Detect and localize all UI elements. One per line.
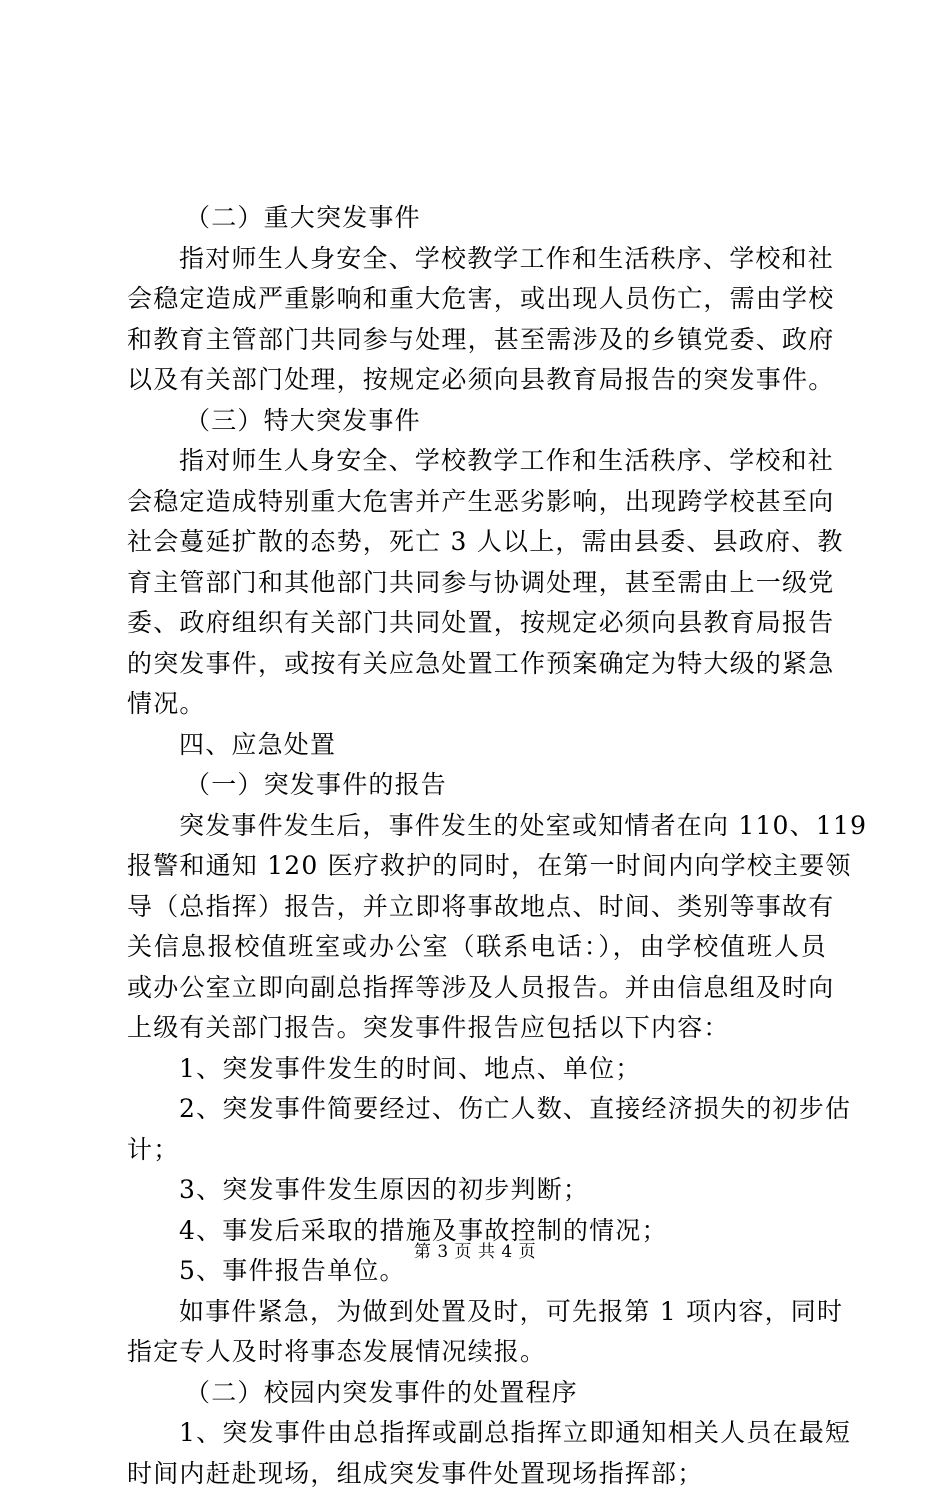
text-line: 4、事发后采取的措施及事故控制的情况； <box>127 1211 827 1252</box>
text-line: （二）重大突发事件 <box>127 198 827 239</box>
text-line: 和教育主管部门共同参与处理，甚至需涉及的乡镇党委、政府 <box>127 320 827 361</box>
text-line: （三）特大突发事件 <box>127 401 827 442</box>
text-line: 指定专人及时将事态发展情况续报。 <box>127 1332 827 1373</box>
text-line: 或办公室立即向副总指挥等涉及人员报告。并由信息组及时向 <box>127 968 827 1009</box>
text-line: 四、应急处置 <box>127 725 827 766</box>
text-line: 情况。 <box>127 684 827 725</box>
text-line: 的突发事件，或按有关应急处置工作预案确定为特大级的紧急 <box>127 644 827 685</box>
page-footer: 第 3 页 共 4 页 <box>0 1242 950 1262</box>
text-line: 会稳定造成特别重大危害并产生恶劣影响，出现跨学校甚至向 <box>127 482 827 523</box>
text-line: 关信息报校值班室或办公室（联系电话：），由学校值班人员 <box>127 927 827 968</box>
text-line: 育主管部门和其他部门共同参与协调处理，甚至需由上一级党 <box>127 563 827 604</box>
text-line: 指对师生人身安全、学校教学工作和生活秩序、学校和社 <box>127 441 827 482</box>
text-line: 上级有关部门报告。突发事件报告应包括以下内容： <box>127 1008 827 1049</box>
text-line: 计； <box>127 1130 827 1171</box>
text-line: 1、突发事件发生的时间、地点、单位； <box>127 1049 827 1090</box>
text-line: 3、突发事件发生原因的初步判断； <box>127 1170 827 1211</box>
text-line: 如事件紧急，为做到处置及时，可先报第 1 项内容，同时 <box>127 1292 827 1333</box>
text-line: 导（总指挥）报告，并立即将事故地点、时间、类别等事故有 <box>127 887 827 928</box>
document-body <box>127 198 827 1494</box>
text-line: 2、突发事件简要经过、伤亡人数、直接经济损失的初步估 <box>127 1089 827 1130</box>
text-line: 以及有关部门处理，按规定必须向县教育局报告的突发事件。 <box>127 360 827 401</box>
text-line: 会稳定造成严重影响和重大危害，或出现人员伤亡，需由学校 <box>127 279 827 320</box>
text-line: 社会蔓延扩散的态势，死亡 3 人以上，需由县委、县政府、教 <box>127 522 827 563</box>
text-line: 报警和通知 120 医疗救护的同时，在第一时间内向学校主要领 <box>127 846 827 887</box>
text-line: 1、突发事件由总指挥或副总指挥立即通知相关人员在最短 <box>127 1413 827 1454</box>
text-line: 时间内赶赴现场，组成突发事件处置现场指挥部； <box>127 1454 827 1494</box>
text-line: 委、政府组织有关部门共同处置，按规定必须向县教育局报告 <box>127 603 827 644</box>
text-line: （二）校园内突发事件的处置程序 <box>127 1373 827 1414</box>
text-line: 指对师生人身安全、学校教学工作和生活秩序、学校和社 <box>127 239 827 280</box>
text-line: 突发事件发生后，事件发生的处室或知情者在向 110、119 <box>127 806 827 847</box>
text-line: （一）突发事件的报告 <box>127 765 827 806</box>
text-line: 5、事件报告单位。 <box>127 1251 827 1292</box>
